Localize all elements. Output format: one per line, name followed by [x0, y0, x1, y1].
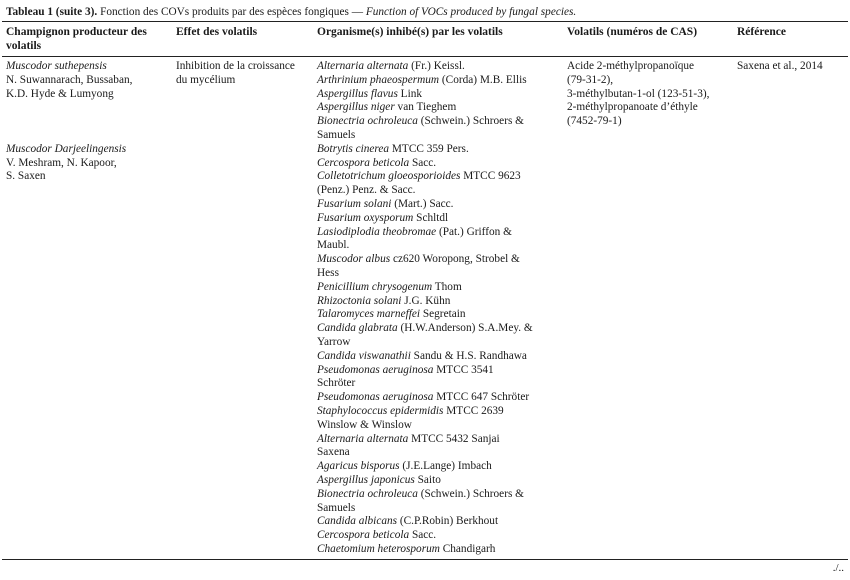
column-volatiles: [567, 60, 737, 129]
table-cell-line: [317, 101, 565, 115]
table-cell-line: [317, 295, 565, 309]
table-cell-line: [6, 88, 171, 102]
cell-text: (Penz.) Penz. & Sacc.: [317, 184, 416, 197]
species-name: Fusarium solani: [317, 197, 392, 210]
cell-text: MTCC 3541: [433, 363, 494, 376]
cell-text: MTCC 5432 Sanjai: [408, 432, 500, 445]
table-cell-line: [317, 60, 565, 74]
continued-marker: ./..: [832, 562, 844, 574]
caption-label: Tableau 1 (suite 3).: [6, 6, 98, 18]
cell-text: (J.E.Lange) Imbach: [399, 460, 492, 473]
table-cell-line: [317, 226, 565, 240]
cell-text: (Pat.) Griffon &: [436, 225, 512, 238]
table-cell-line: [737, 60, 847, 74]
table-cell-line: [567, 115, 737, 129]
table-cell-line: [6, 74, 171, 88]
column-effect: [176, 60, 311, 88]
cell-text: K.D. Hyde & Lumyong: [6, 87, 114, 100]
species-name: Muscodor albus: [317, 253, 391, 266]
cell-text: cz620 Woropong, Strobel &: [390, 253, 520, 266]
cell-text: Samuels: [317, 501, 356, 514]
table-cell-line: [317, 377, 565, 391]
species-name: Cercospora beticola: [317, 529, 410, 542]
cell-text: S. Saxen: [6, 170, 46, 183]
table-cell-line: [317, 405, 565, 419]
caption-french: Fonction des COVs produits par des espèces fongiques —: [100, 6, 366, 18]
species-name: Pseudomonas aeruginosa: [317, 391, 434, 404]
species-name: Aspergillus japonicus: [317, 473, 415, 486]
header-effect: Effet des volatils: [176, 26, 258, 38]
table-cell-line: [317, 543, 565, 557]
species-name: Aspergillus flavus: [317, 87, 398, 100]
table-cell-line: [176, 60, 311, 74]
cell-text: Hess: [317, 266, 339, 279]
table-cell-line: [317, 364, 565, 378]
cell-text: (Corda) M.B. Ellis: [439, 73, 527, 86]
table-cell-line: [317, 239, 565, 253]
cell-text: (7452-79-1): [567, 115, 622, 128]
table-cell-line: [6, 157, 171, 171]
cell-text: N. Suwannarach, Bussaban,: [6, 73, 133, 86]
species-name: Muscodor suthepensis: [6, 60, 107, 72]
table-cell-line: [317, 474, 565, 488]
header-inhibited-organisms: Organisme(s) inhibé(s) par les volatils: [317, 26, 503, 38]
caption-english: Function of VOCs produced by fungal species.: [365, 6, 577, 18]
cell-text: Yarrow: [317, 335, 351, 348]
species-name: Arthrinium phaeospermum: [317, 73, 440, 86]
cell-text: MTCC 647 Schröter: [433, 391, 530, 404]
cell-text: Inhibition de la croissance: [176, 60, 295, 72]
species-name: Aspergillus niger: [317, 101, 395, 114]
table-cell-line: [317, 281, 565, 295]
species-name: Chaetomium heterosporum: [317, 542, 440, 555]
header-producer-line2: volatils: [6, 40, 42, 52]
species-name: Bionectria ochroleuca: [317, 487, 418, 500]
cell-text: Link: [397, 87, 423, 100]
cell-text: Saito: [414, 473, 441, 486]
header-reference: Référence: [737, 26, 786, 38]
cell-text: Sacc.: [409, 156, 437, 169]
cell-text: (C.P.Robin) Berkhout: [397, 515, 499, 528]
table-cell-line: [317, 488, 565, 502]
table-cell-line: [176, 74, 311, 88]
table-cell-line: [317, 433, 565, 447]
blank-line: [6, 101, 171, 115]
table-cell-line: [317, 157, 565, 171]
cell-text: MTCC 359 Pers.: [389, 142, 469, 155]
species-name: Muscodor Darjeelingensis: [6, 142, 127, 155]
table-cell-line: [317, 115, 565, 129]
column-producer-fungus: [6, 60, 171, 184]
species-name: Staphylococcus epidermidis: [317, 404, 444, 417]
cell-text: Schröter: [317, 377, 356, 390]
table-cell-line: [317, 322, 565, 336]
species-name: Lasiodiplodia theobromae: [317, 225, 437, 238]
species-name: Candida viswanathii: [317, 349, 411, 362]
table-top-rule: [2, 21, 848, 22]
cell-text: Segretain: [420, 308, 466, 321]
table-cell-line: [317, 502, 565, 516]
species-name: Pseudomonas aeruginosa: [317, 363, 434, 376]
cell-text: Chandigarh: [439, 542, 496, 555]
cell-text: Thom: [432, 280, 462, 293]
table-cell-line: [317, 446, 565, 460]
table-cell-line: [317, 267, 565, 281]
species-name: Colletotrichum gloeosporioides: [317, 170, 461, 183]
table-cell-line: [6, 143, 171, 157]
table-cell-line: [317, 308, 565, 322]
table-cell-line: [317, 419, 565, 433]
cell-text: (79-31-2),: [567, 73, 614, 86]
blank-line: [6, 115, 171, 129]
cell-text: Samuels: [317, 128, 356, 141]
header-producer-fungus: [6, 25, 171, 53]
table-cell-line: [317, 460, 565, 474]
species-name: Candida albicans: [317, 515, 398, 528]
table-cell-line: [567, 74, 737, 88]
species-name: Cercospora beticola: [317, 156, 410, 169]
table-cell-line: [317, 391, 565, 405]
cell-text: Saxena: [317, 446, 350, 459]
species-name: Penicillium chrysogenum: [317, 280, 433, 293]
table-cell-line: [317, 88, 565, 102]
table-cell-line: [567, 101, 737, 115]
cell-text: du mycélium: [176, 73, 236, 86]
species-name: Talaromyces marneffei: [317, 308, 421, 321]
table-bottom-rule: [2, 559, 848, 560]
table-cell-line: [6, 60, 171, 74]
species-name: Agaricus bisporus: [317, 460, 400, 473]
cell-text: Maubl.: [317, 239, 350, 252]
table-cell-line: [317, 529, 565, 543]
table-cell-line: [317, 336, 565, 350]
species-name: Alternaria alternata: [317, 432, 409, 445]
table-cell-line: [317, 143, 565, 157]
species-name: Bionectria ochroleuca: [317, 115, 418, 128]
cell-text: van Tieghem: [394, 101, 457, 114]
table-cell-line: [567, 88, 737, 102]
table-cell-line: [567, 60, 737, 74]
table-caption: [6, 5, 576, 19]
cell-text: Sandu & H.S. Randhawa: [410, 349, 527, 362]
cell-text: 2-méthylpropanoate d’éthyle: [567, 101, 698, 114]
table-cell-line: [6, 170, 171, 184]
cell-text: (H.W.Anderson) S.A.Mey. &: [397, 322, 533, 335]
table-cell-line: [317, 515, 565, 529]
species-name: Botrytis cinerea: [317, 142, 390, 155]
species-name: Rhizoctonia solani: [317, 294, 402, 307]
cell-text: (Schwein.) Schroers &: [417, 487, 524, 500]
header-producer-line1: Champignon producteur des: [6, 26, 147, 38]
cell-text: Sacc.: [409, 529, 437, 542]
species-name: Candida glabrata: [317, 322, 398, 335]
cell-text: (Mart.) Sacc.: [391, 197, 454, 210]
blank-line: [6, 129, 171, 143]
species-name: Alternaria alternata: [317, 60, 409, 72]
cell-text: (Fr.) Keissl.: [408, 60, 465, 72]
cell-text: 3-méthylbutan-1-ol (123-51-3),: [567, 87, 710, 100]
table-cell-line: [317, 184, 565, 198]
species-name: Fusarium oxysporum: [317, 211, 414, 224]
cell-text: Acide 2-méthylpropanoïque: [567, 60, 695, 72]
column-inhibited-organisms: [317, 60, 565, 557]
table-cell-line: [317, 198, 565, 212]
header-bottom-rule: [2, 56, 848, 57]
cell-text: Winslow & Winslow: [317, 418, 412, 431]
cell-text: Schltdl: [413, 211, 449, 224]
cell-text: J.G. Kühn: [401, 294, 451, 307]
column-reference: [737, 60, 847, 74]
cell-text: MTCC 9623: [460, 170, 521, 183]
cell-text: (Schwein.) Schroers &: [417, 115, 524, 128]
table-cell-line: [317, 350, 565, 364]
cell-text: Saxena et al., 2014: [737, 60, 823, 72]
table-cell-line: [317, 253, 565, 267]
table-cell-line: [317, 74, 565, 88]
cell-text: V. Meshram, N. Kapoor,: [6, 156, 117, 169]
header-volatiles: Volatils (numéros de CAS): [567, 26, 698, 38]
table-cell-line: [317, 212, 565, 226]
table-cell-line: [317, 170, 565, 184]
cell-text: MTCC 2639: [443, 404, 504, 417]
table-cell-line: [317, 129, 565, 143]
